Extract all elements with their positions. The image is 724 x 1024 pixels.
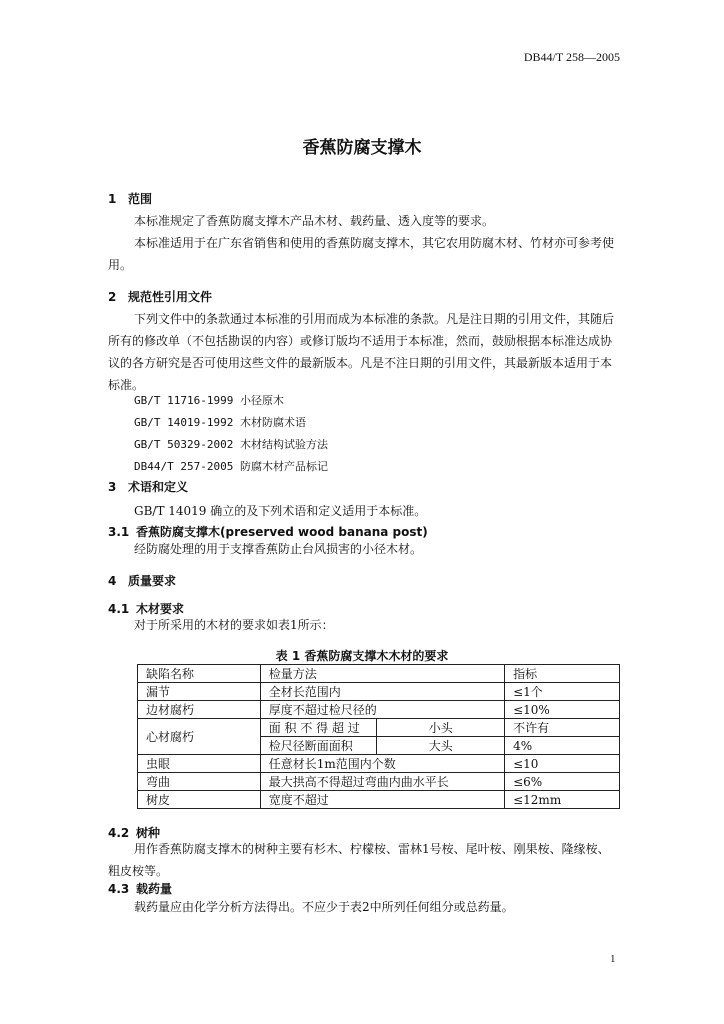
section-title: 树种 <box>136 826 161 840</box>
header-cell: 检量方法 <box>260 665 504 683</box>
sub-cell: 小头 <box>377 719 505 737</box>
reference-item <box>134 458 328 474</box>
defect-name: 心材腐朽 <box>138 719 261 755</box>
reference-item <box>134 392 284 408</box>
paragraph-text: 本标准规定了香蕉防腐支撑木产品木材、载药量、透入度等的要求。 <box>134 214 495 228</box>
section-4-3-para-1 <box>108 896 618 918</box>
table-row <box>138 773 620 791</box>
reference-code: GB/T 50329-2002 <box>134 438 234 451</box>
section-title: 载药量 <box>136 882 173 896</box>
page-number: 1 <box>610 953 616 965</box>
value-cell: ≤6% <box>505 773 620 791</box>
defect-name: 漏节 <box>138 683 261 701</box>
requirements-table <box>137 664 620 809</box>
value-cell: 不许有 <box>505 719 620 737</box>
defect-name: 边材腐朽 <box>138 701 261 719</box>
value-cell: 4% <box>505 737 620 755</box>
table-row <box>138 683 620 701</box>
value-cell: ≤10 <box>505 755 620 773</box>
section-4-heading <box>108 572 176 589</box>
paragraph-text: 载药量应由化学分析方法得出。不应少于表2中所列任何组分或总药量。 <box>134 900 514 914</box>
reference-item <box>134 414 306 430</box>
method-cell: 检尺径断面面积 <box>260 737 377 755</box>
section-1-heading <box>108 190 152 207</box>
reference-title: 木材结构试验方法 <box>239 438 328 451</box>
section-number: 4.1 <box>108 602 130 616</box>
table-row <box>138 755 620 773</box>
paragraph-text: 本标准适用于在广东省销售和使用的香蕉防腐支撑木，其它农用防腐木材、竹材亦可参考使用。 <box>108 236 615 272</box>
section-3-para-1 <box>108 500 618 522</box>
section-title: 范围 <box>128 192 153 206</box>
reference-title: 防腐木材产品标记 <box>239 460 328 473</box>
section-1-para-2 <box>108 232 618 276</box>
table-row <box>138 719 620 737</box>
defect-name: 弯曲 <box>138 773 261 791</box>
sub-cell: 大头 <box>377 737 505 755</box>
section-title: 质量要求 <box>128 574 177 588</box>
paragraph-text: 对于所采用的木材的要求如表1所示： <box>134 618 334 632</box>
section-2-para-1 <box>108 308 618 396</box>
reference-title: 木材防腐术语 <box>239 416 306 429</box>
section-4-3-heading <box>108 880 172 897</box>
method-cell: 全材长范围内 <box>260 683 504 701</box>
method-cell: 厚度不超过检尺径的 <box>260 701 504 719</box>
header-cell: 指标 <box>505 665 620 683</box>
reference-code: GB/T 11716-1999 <box>134 394 234 407</box>
method-cell: 宽度不超过 <box>260 791 504 809</box>
table-row <box>138 701 620 719</box>
section-number: 4.2 <box>108 826 130 840</box>
section-number: 4 <box>108 574 117 588</box>
reference-code: GB/T 14019-1992 <box>134 416 234 429</box>
table-header-row <box>138 665 620 683</box>
section-title: 规范性引用文件 <box>128 290 213 304</box>
section-4-1-para-1 <box>108 614 618 636</box>
section-3-1-para-1 <box>108 538 618 560</box>
defect-name: 树皮 <box>138 791 261 809</box>
value-cell: ≤10% <box>505 701 620 719</box>
section-1-para-1 <box>108 210 618 232</box>
section-number: 4.3 <box>108 882 130 896</box>
paragraph-text: 经防腐处理的用于支撑香蕉防止台风损害的小径木材。 <box>134 542 423 556</box>
section-number: 3.1 <box>108 525 130 539</box>
section-number: 3 <box>108 480 117 494</box>
value-cell: ≤1个 <box>505 683 620 701</box>
reference-item <box>134 436 328 452</box>
paragraph-text: GB/T 14019 确立的及下列术语和定义适用于本标准。 <box>134 504 427 518</box>
paragraph-text: 用作香蕉防腐支撑木的树种主要有杉木、柠檬桉、雷林1号桉、尾叶桉、刚果桉、隆缘桉、粗皮桉等。 <box>108 842 610 878</box>
defect-name: 虫眼 <box>138 755 261 773</box>
section-number: 2 <box>108 290 117 304</box>
method-cell: 面 积 不 得 超 过 <box>260 719 377 737</box>
section-number: 1 <box>108 192 117 206</box>
method-cell: 最大拱高不得超过弯曲内曲水平长 <box>260 773 504 791</box>
section-3-heading <box>108 478 188 495</box>
standard-code: DB44/T 258—2005 <box>523 50 620 64</box>
section-2-heading <box>108 288 212 305</box>
header-cell: 缺陷名称 <box>138 665 261 683</box>
reference-code: DB44/T 257-2005 <box>134 460 234 473</box>
value-cell: ≤12mm <box>505 791 620 809</box>
section-title: 术语和定义 <box>128 480 189 494</box>
table-caption: 表 1 香蕉防腐支撑木木材的要求 <box>275 649 449 663</box>
section-title: 木材要求 <box>136 602 185 616</box>
section-title: 香蕉防腐支撑木(preserved wood banana post) <box>136 525 428 539</box>
paragraph-text: 下列文件中的条款通过本标准的引用而成为本标准的条款。凡是注日期的引用文件，其随后所有的修改单（不包括勘误的内容）或修订版均不适用于本标准，然而，鼓励根据本标准达成协议的各方研究是否可使用这些文件的最新版本。凡是不注日期的引用文件，其最新版本适用于本标准。 <box>108 312 615 392</box>
method-cell: 任意材长1m范围内个数 <box>260 755 504 773</box>
reference-title: 小径原木 <box>239 394 284 407</box>
section-4-2-para-1 <box>108 838 618 882</box>
document-title: 香蕉防腐支撑木 <box>302 138 422 158</box>
table-row <box>138 791 620 809</box>
